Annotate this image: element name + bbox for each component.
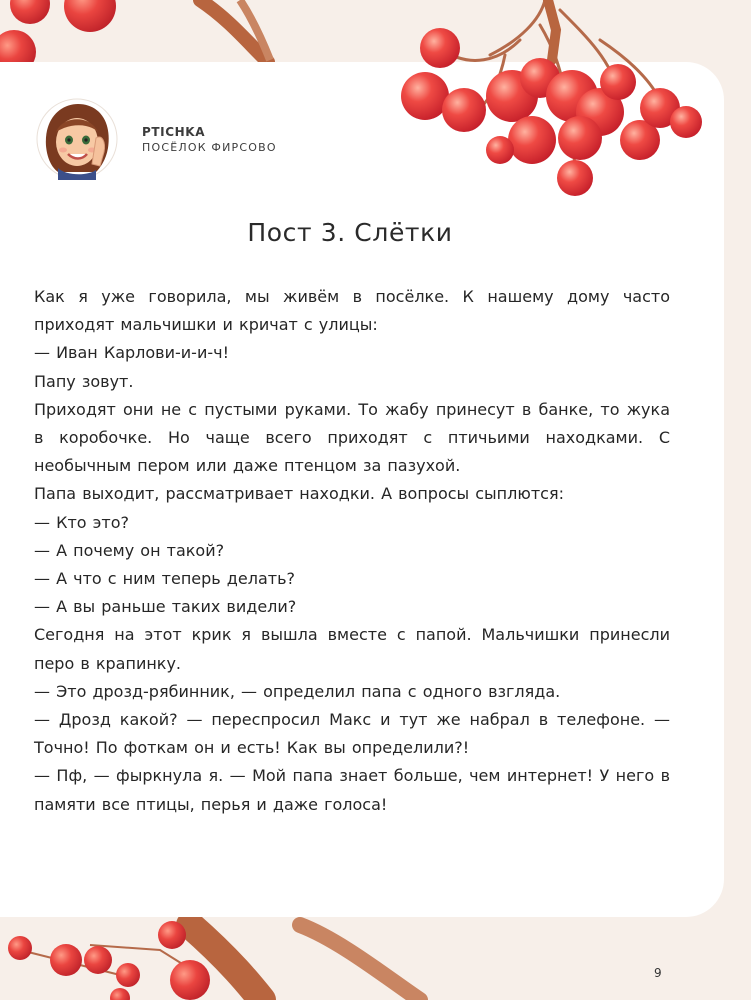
paragraph: — А вы раньше таких видели? bbox=[34, 597, 297, 617]
page-number: 9 bbox=[654, 966, 662, 980]
paragraph: — А что с ним теперь делать? bbox=[34, 569, 295, 589]
post-body bbox=[34, 283, 670, 819]
author-location: ПОСЁЛОК ФИРСОВО bbox=[142, 140, 277, 154]
paragraph: — А почему он такой? bbox=[34, 540, 225, 560]
paragraph: — Дрозд какой? — переспросил Макс и тут же набрал в телефоне. — Точно! По фоткам он и есть! Как вы определили?! bbox=[34, 710, 670, 758]
post-title: Пост 3. Слётки bbox=[247, 218, 453, 247]
paragraph: Приходят они не с пустыми руками. То жабу принесут в банке, то жука в коробочке. Но чаще всего приходят с птичьими находками. С необычным пером или даже птенцом за пазухой. bbox=[34, 399, 670, 476]
author-profile bbox=[36, 98, 277, 180]
paragraph: — Пф, — фыркнула я. — Мой папа знает больше, чем интернет! У него в памяти все птицы, перья и даже голоса! bbox=[34, 766, 670, 814]
paragraph: Сегодня на этот крик я вышла вместе с папой. Мальчишки принесли перо в крапинку. bbox=[34, 625, 670, 673]
paragraph: Как я уже говорила, мы живём в посёлке. К нашему дому часто приходят мальчишки и кричат с улицы: bbox=[34, 287, 670, 335]
paragraph: — Это дрозд-рябинник, — определил папа с одного взгляда. bbox=[34, 681, 561, 701]
author-name: PTICHKA bbox=[142, 124, 206, 139]
paragraph: Папу зовут. bbox=[34, 371, 134, 391]
paragraph: — Иван Карлови-и-и-ч! bbox=[34, 343, 229, 363]
paragraph: — Кто это? bbox=[34, 512, 130, 532]
avatar bbox=[36, 98, 118, 180]
paragraph: Папа выходит, рассматривает находки. А вопросы сыплются: bbox=[34, 484, 564, 504]
